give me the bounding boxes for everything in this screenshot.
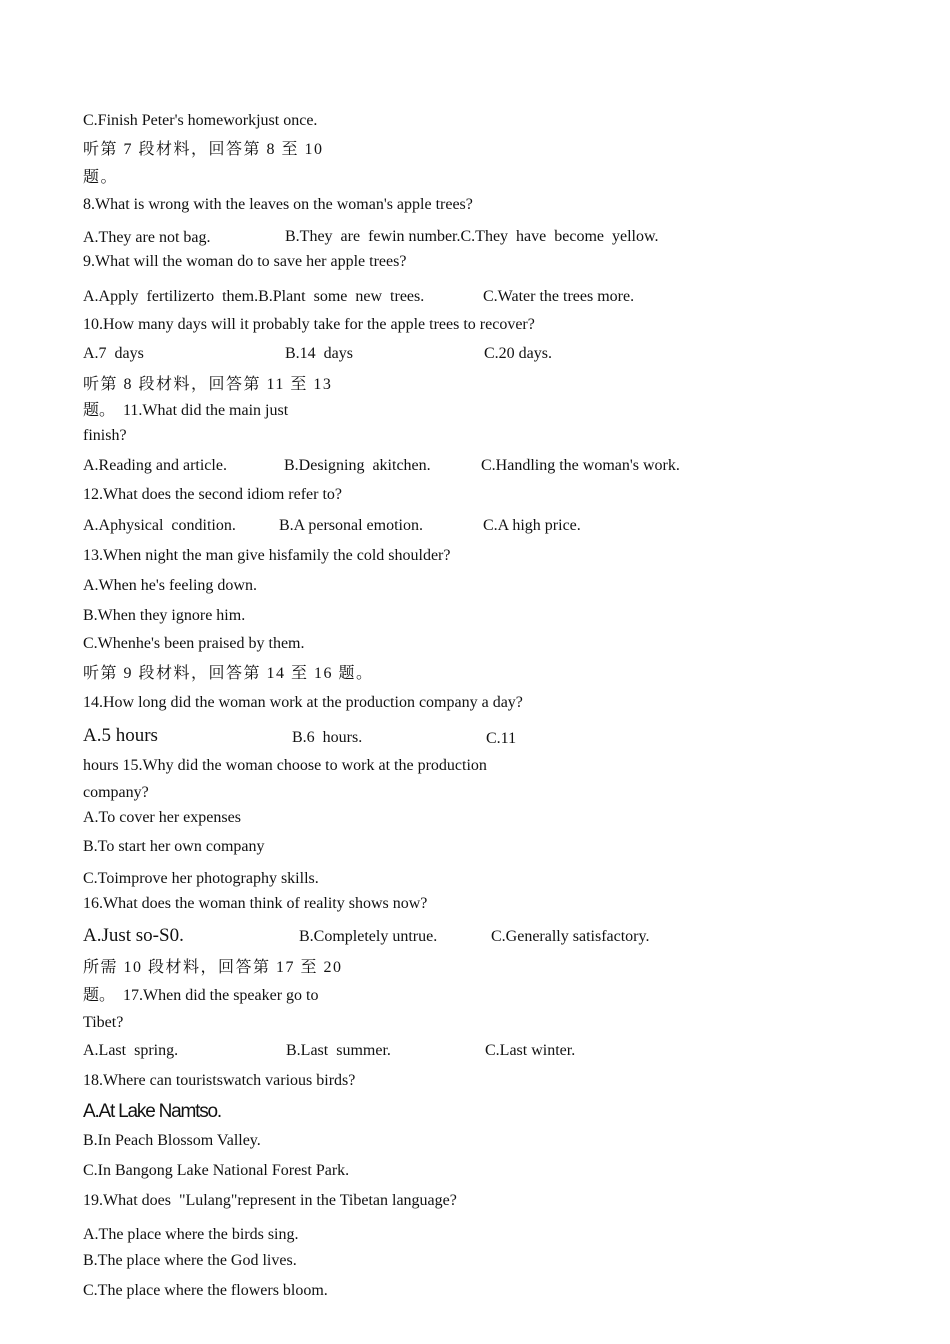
option-16c: C.Generally satisfactory.	[491, 928, 650, 945]
option-13a: A.When he's feeling down.	[83, 577, 257, 594]
option-15c: C.Toimprove her photography skills.	[83, 870, 319, 887]
option-10a: A.7 days	[83, 345, 144, 362]
section-10-heading: 所需 10 段材料，回答第 17 至 20	[83, 959, 343, 976]
option-13b: B.When they ignore him.	[83, 607, 246, 624]
option-19a: A.The place where the birds sing.	[83, 1226, 299, 1243]
question-13: 13.When night the man give hisfamily the cold shoulder?	[83, 547, 451, 564]
question-10: 10.How many days will it probably take for the apple trees to recover?	[83, 316, 535, 333]
option-11b: B.Designing akitchen.	[284, 457, 431, 474]
option-13c: C.Whenhe's been praised by them.	[83, 635, 305, 652]
option-9c: C.Water the trees more.	[483, 288, 635, 305]
question-11-cont: finish?	[83, 427, 127, 444]
option-10c: C.20 days.	[484, 345, 552, 362]
option-19b: B.The place where the God lives.	[83, 1252, 297, 1269]
option-18c: C.In Bangong Lake National Forest Park.	[83, 1162, 350, 1179]
option-12a: A.Aphysical condition.	[83, 517, 236, 534]
option-11a: A.Reading and article.	[83, 457, 227, 474]
option-16b: B.Completely untrue.	[299, 928, 438, 945]
option-17c: C.Last winter.	[485, 1042, 576, 1059]
section-7-heading: 听第 7 段材料，回答第 8 至 10	[83, 141, 324, 158]
option-19c: C.The place where the flowers bloom.	[83, 1282, 328, 1299]
question-19: 19.What does "Lulang"represent in the Tibetan language?	[83, 1192, 457, 1209]
section-8-heading: 听第 8 段材料，回答第 11 至 13	[83, 376, 333, 393]
question-18: 18.Where can touristswatch various birds?	[83, 1072, 356, 1089]
option-15a: A.To cover her expenses	[83, 809, 241, 826]
question-9: 9.What will the woman do to save her apple trees?	[83, 253, 407, 270]
option-16a: A.Just so-S0.	[83, 925, 184, 946]
question-15-cont: company?	[83, 784, 149, 801]
option-17b: B.Last summer.	[286, 1042, 391, 1059]
question-11: 题。 11.What did the main just	[83, 402, 289, 419]
option-10b: B.14 days	[285, 345, 353, 362]
option-18a: A.At Lake Namtso.	[83, 1101, 222, 1122]
section-7-heading-cont: 题。	[83, 169, 119, 186]
question-16: 16.What does the woman think of reality shows now?	[83, 895, 428, 912]
option-7c: C.Finish Peter's homeworkjust once.	[83, 112, 318, 129]
question-17: 题。 17.When did the speaker go to	[83, 987, 319, 1004]
question-15: hours 15.Why did the woman choose to work at the production	[83, 757, 487, 774]
section-9-heading: 听第 9 段材料，回答第 14 至 16 题。	[83, 665, 374, 682]
option-12b: B.A personal emotion.	[279, 517, 423, 534]
option-8b-8c: B.They are fewin number.C.They have become yellow.	[285, 228, 659, 245]
option-8a: A.They are not bag.	[83, 229, 211, 246]
question-14: 14.How long did the woman work at the production company a day?	[83, 694, 523, 711]
question-12: 12.What does the second idiom refer to?	[83, 486, 343, 503]
option-17a: A.Last spring.	[83, 1042, 179, 1059]
option-15b: B.To start her own company	[83, 838, 265, 855]
option-14c: C.11	[486, 730, 517, 747]
question-17-cont: Tibet?	[83, 1014, 124, 1031]
question-8: 8.What is wrong with the leaves on the woman's apple trees?	[83, 196, 473, 213]
option-14a: A.5 hours	[83, 725, 158, 746]
option-11c: C.Handling the woman's work.	[481, 457, 680, 474]
option-18b: B.In Peach Blossom Valley.	[83, 1132, 261, 1149]
option-9a-9b: A.Apply fertilizerto them.B.Plant some new trees.	[83, 288, 425, 305]
option-14b: B.6 hours.	[292, 729, 363, 746]
option-12c: C.A high price.	[483, 517, 581, 534]
